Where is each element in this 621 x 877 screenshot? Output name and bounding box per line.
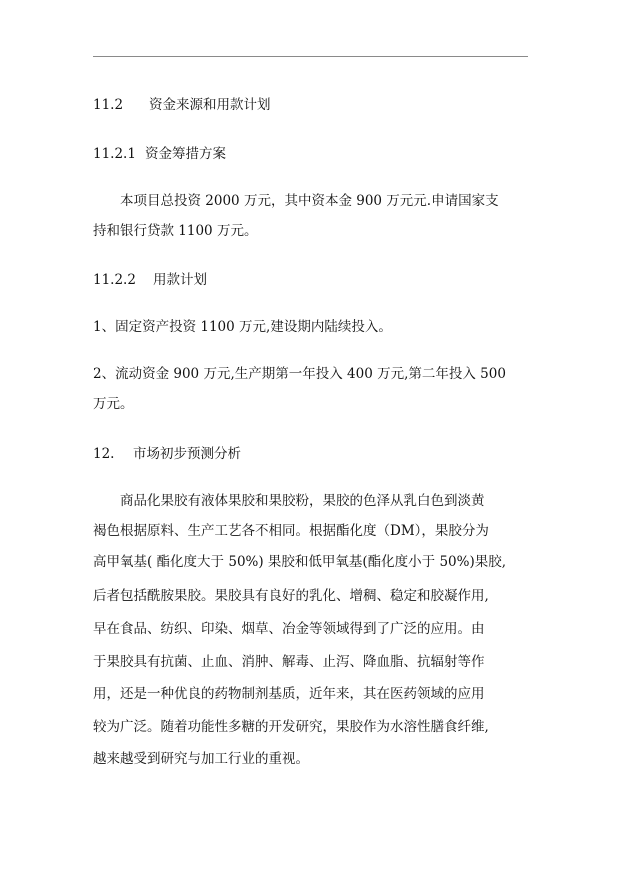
section-title: 市场初步预测分析 xyxy=(133,446,241,462)
paragraph-line: 商品化果胶有液体果胶和果胶粉，果胶的色泽从乳白色到淡黄 xyxy=(120,493,485,509)
paragraph-line: 褐色根据原料、生产工艺各不相同。根据酯化度（DM），果胶分为 xyxy=(93,523,489,539)
section-heading-11-2-1 xyxy=(93,144,226,164)
list-item-continuation: 万元。 xyxy=(93,396,134,412)
paragraph-line: 用，还是一种优良的药物制剂基质，近年来，其在医药领域的应用 xyxy=(93,686,485,702)
section-number: 11.2 xyxy=(93,97,124,113)
paragraph-line: 本项目总投资 2000 万元，其中资本金 900 万元元.申请国家支 xyxy=(120,193,499,209)
header-rule xyxy=(93,56,528,57)
section-heading-12 xyxy=(93,444,241,464)
section-title: 用款计划 xyxy=(153,272,207,288)
paragraph-line: 较为广泛。随着功能性多糖的开发研究，果胶作为水溶性膳食纤维, xyxy=(93,719,489,735)
paragraph-line: 后者包括酰胺果胶。果胶具有良好的乳化、增稠、稳定和胶凝作用, xyxy=(93,588,489,604)
paragraph-line: 早在食品、纺织、印染、烟草、冶金等领域得到了广泛的应用。由 xyxy=(93,621,485,637)
paragraph-line: 越来越受到研究与加工行业的重视。 xyxy=(93,751,309,767)
section-number: 11.2.2 xyxy=(93,272,136,288)
paragraph-line: 持和银行贷款 1100 万元。 xyxy=(93,223,258,239)
section-heading-11-2-2 xyxy=(93,270,207,290)
list-item: 1、固定资产投资 1100 万元,建设期内陆续投入。 xyxy=(93,319,392,335)
section-heading-11-2 xyxy=(93,95,271,115)
list-item: 2、流动资金 900 万元,生产期第一年投入 400 万元,第二年投入 500 xyxy=(93,366,506,382)
section-number: 12. xyxy=(93,446,115,462)
paragraph-line: 高甲氧基( 酯化度大于 50%) 果胶和低甲氧基(酯化度小于 50%)果胶, xyxy=(93,554,507,570)
paragraph-line: 于果胶具有抗菌、止血、消肿、解毒、止泻、降血脂、抗辐射等作 xyxy=(93,654,485,670)
section-number: 11.2.1 xyxy=(93,146,136,162)
section-title: 资金来源和用款计划 xyxy=(149,97,271,113)
section-title: 资金筹措方案 xyxy=(145,146,226,162)
